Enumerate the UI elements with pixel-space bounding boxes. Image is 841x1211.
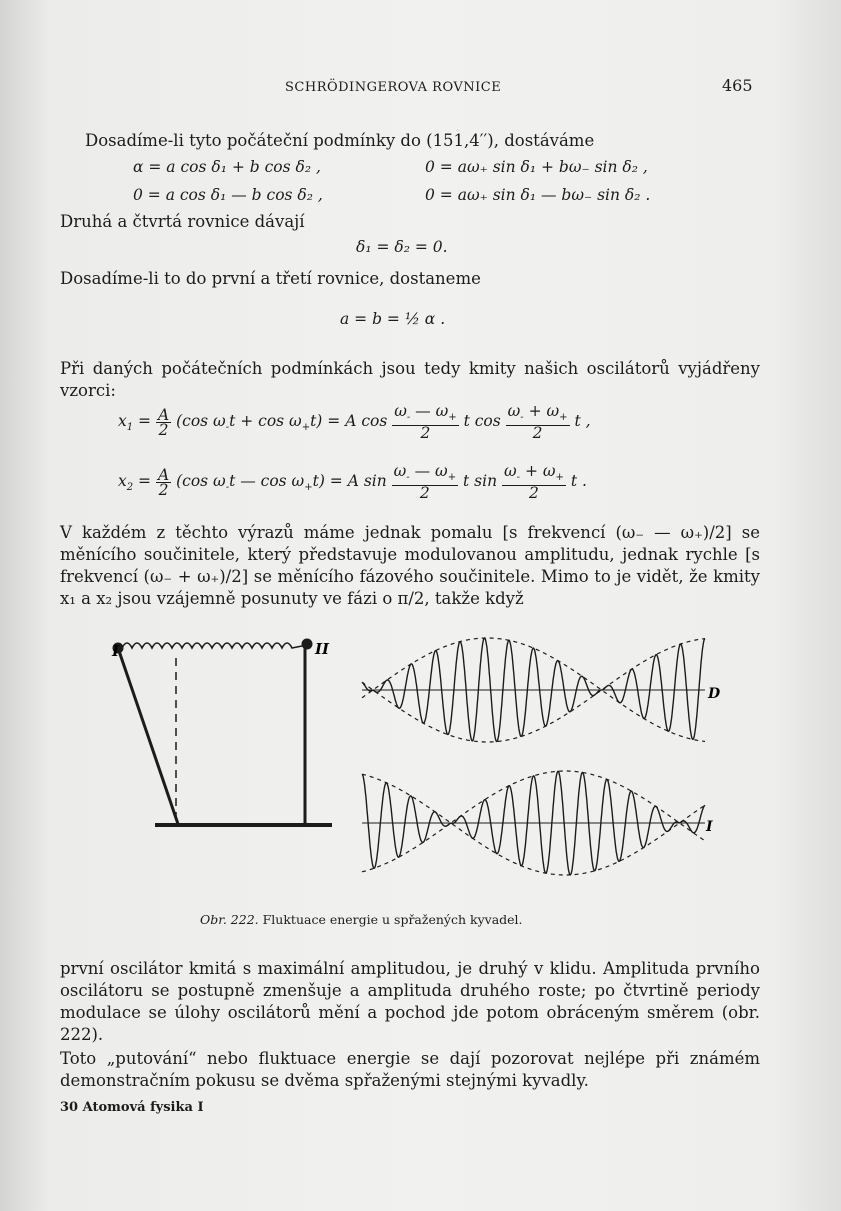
figure-caption [200, 912, 523, 927]
pendulum-label-I: I [112, 642, 120, 660]
figure-caption-text: Fluktuace energie u spřažených kyvadel. [262, 912, 523, 927]
beat-waveform-I [362, 771, 705, 875]
paragraph-initial-conditions: Dosadíme-li tyto počáteční podmínky do (151,4′′), dostáváme [85, 131, 595, 150]
page-number: 465 [722, 76, 753, 95]
waveform-label-D: D [708, 686, 721, 702]
paragraph-amplitude: první oscilátor kmitá s maximální amplitudou, je druhý v klidu. Amplituda prvního oscilátoru se postupně zmenšuje a amplituda druhého roste; po čtvrtině periody modulace se úlohy oscilátorů mění a pochod jde potom obráceným směrem (obr. 222). [60, 959, 760, 1044]
waveform-envelope-bottom [362, 823, 705, 875]
paragraph-modulation: V každém z těchto výrazů máme jednak pomalu [s frekvencí (ω₋ — ω₊)/2] se měnícího součinitele, který představuje modulovanou amplitudu, jednak rychle [s frekvencí (ω₋ + ω₊)/2] se měnícího fázového součinitele. Mimo to je vidět, že kmity x₁ a x₂ jsou vzájemně posunuty ve fázi o π/2, takže když [60, 523, 760, 608]
equation-3: δ₁ = δ₂ = 0. [356, 238, 448, 256]
pendulum-label-II: II [315, 640, 330, 658]
equation-2a: 0 = a cos δ₁ — b cos δ₂ , [133, 186, 323, 204]
signature-footer: 30 Atomová fysika I [60, 1100, 204, 1115]
equation-x2: $x_2$ = $\frac{A}{2}$ (cos $\omega_-t$ — $\cos \omega_+t) = A$ sin $\frac{\omega_- — \omega_+}{2}$ t sin $\frac{\omega_- + \omega_+}{2}$ t . [118, 462, 587, 503]
pendulum-apparatus [113, 639, 332, 825]
equation-1b: 0 = aω₊ sin δ₁ + bω₋ sin δ₂ , [425, 158, 648, 176]
figure-number: Obr. 222. [200, 912, 259, 927]
equation-x1: $x_1$ = $\frac{A}{2}$ (cos $\omega_-t + \cos \omega_+t) = A$ cos $\frac{\omega_- — \omega_+}{2}$ t cos $\frac{\omega_- + \omega_+}{2}$ t , [118, 402, 591, 443]
running-head: SCHRÖDINGEROVA ROVNICE [285, 80, 502, 95]
beat-waveform-D [362, 638, 705, 742]
waveform-envelope-top [362, 771, 705, 823]
paragraph-first-third: Dosadíme-li to do první a třetí rovnice, dostaneme [60, 269, 481, 288]
equation-1a: α = a cos δ₁ + b cos δ₂ , [133, 158, 321, 176]
paragraph-second-fourth: Druhá a čtvrtá rovnice dávají [60, 212, 305, 231]
equation-2b: 0 = aω₊ sin δ₁ — bω₋ sin δ₂ . [425, 186, 651, 204]
paragraph-demonstration: Toto „putování“ nebo fluktuace energie se dají pozorovat nejlépe při známém demonstračním pokusu se dvěma spřaženými stejnými kyvadly. [60, 1049, 760, 1090]
waveform-label-I: I [706, 819, 713, 835]
waveform-envelope-bottom [362, 690, 705, 742]
coupled-pendulum-figure [100, 628, 740, 908]
equation-4: a = b = ½ α . [340, 310, 446, 328]
paragraph-oscillations: Při daných počátečních podmínkách jsou tedy kmity našich oscilátorů vyjádřeny vzorci: [60, 359, 760, 400]
